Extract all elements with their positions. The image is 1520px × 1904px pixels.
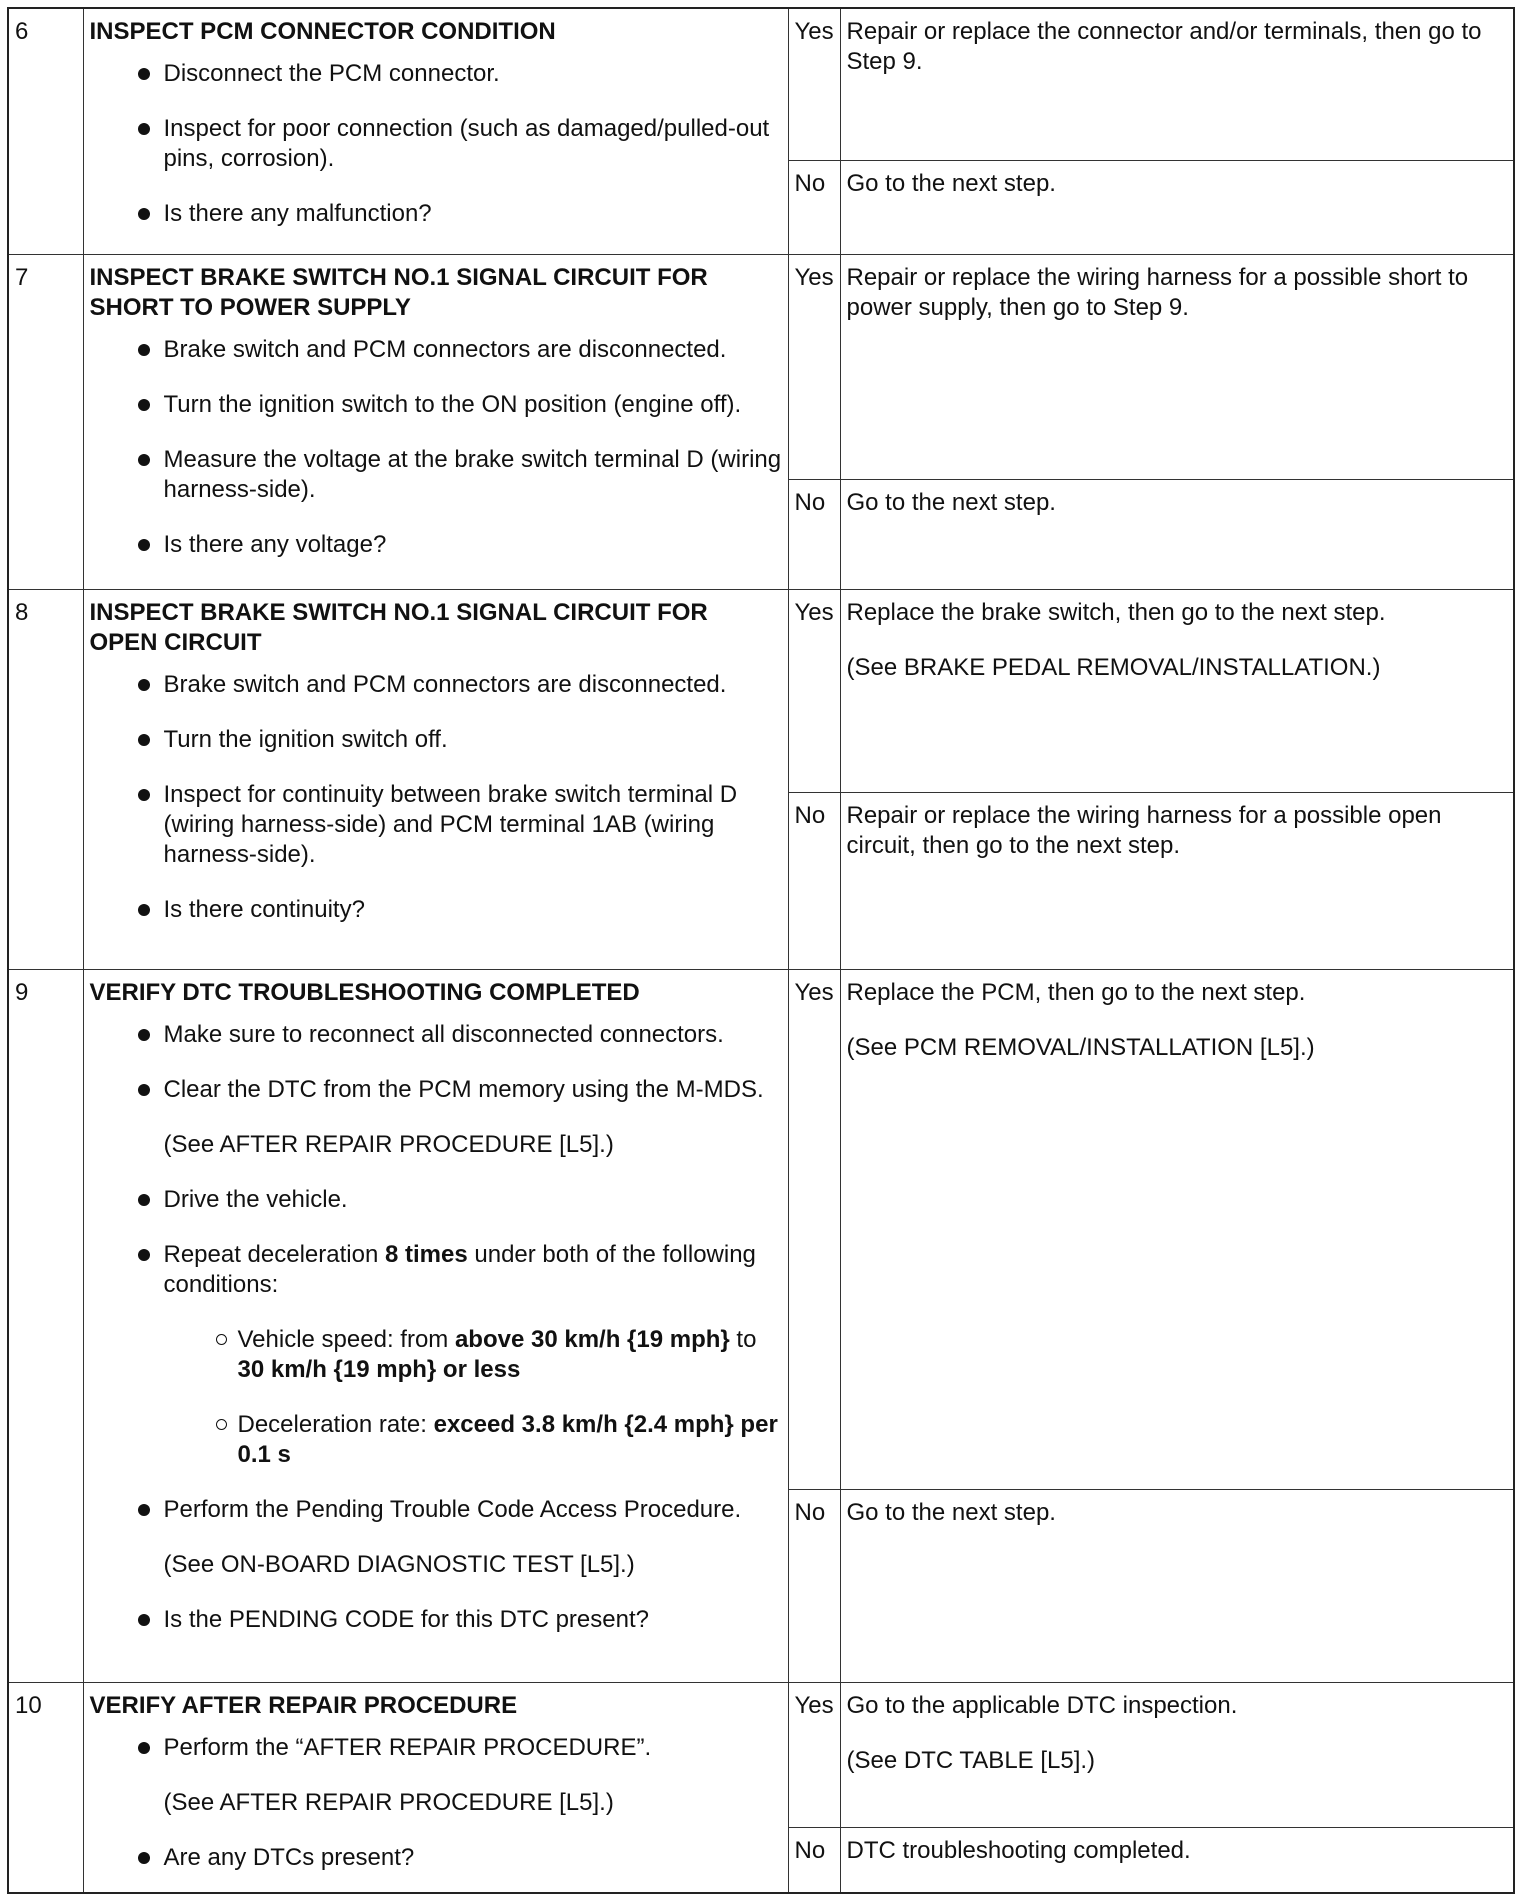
step-action-cell xyxy=(83,969,788,1683)
no-label: No xyxy=(788,160,840,255)
checklist-item: Brake switch and PCM connectors are disconnected. xyxy=(90,335,782,365)
no-result: Go to the next step. xyxy=(840,160,1514,255)
yes-result-cell xyxy=(840,1683,1514,1828)
diagnostic-procedure-table xyxy=(7,7,1515,1894)
yes-reference: (See BRAKE PEDAL REMOVAL/INSTALLATION.) xyxy=(846,654,1381,681)
checklist-item: Is there continuity? xyxy=(90,895,782,925)
condition-text: to xyxy=(729,1325,757,1353)
checklist-item: Is there any voltage? xyxy=(90,530,782,560)
step-10-yes-row xyxy=(8,1683,1514,1828)
no-label: No xyxy=(788,1489,840,1683)
step-title: INSPECT BRAKE SWITCH NO.1 SIGNAL CIRCUIT FOR OPEN CIRCUIT xyxy=(89,599,708,656)
yes-reference: (See PCM REMOVAL/INSTALLATION [L5].) xyxy=(846,1033,1315,1061)
step-action-cell xyxy=(83,255,788,590)
reference-note: (See AFTER REPAIR PROCEDURE [L5].) xyxy=(163,1789,614,1817)
reference-note: (See ON-BOARD DIAGNOSTIC TEST [L5].) xyxy=(163,1550,635,1578)
step-number: 7 xyxy=(8,255,83,590)
condition-value: exceed 3.8 km/h {2.4 mph} per 0.1 s xyxy=(237,1410,778,1468)
step-checklist xyxy=(90,1185,782,1525)
step-9-yes-row xyxy=(8,969,1514,1489)
checklist-item: Clear the DTC from the PCM memory using the M-MDS. xyxy=(90,1075,782,1105)
step-checklist xyxy=(90,335,782,560)
step-checklist xyxy=(90,59,782,229)
condition-item xyxy=(164,1325,782,1385)
no-result: Go to the next step. xyxy=(840,480,1514,590)
yes-result: Replace the PCM, then go to the next step. xyxy=(846,978,1306,1006)
condition-value: above 30 km/h {19 mph} xyxy=(454,1325,730,1353)
yes-label: Yes xyxy=(788,590,840,793)
yes-result: Replace the brake switch, then go to the next step. xyxy=(846,599,1386,626)
step-number: 6 xyxy=(8,8,83,255)
checklist-item-repeat xyxy=(90,1240,782,1470)
checklist-item: Are any DTCs present? xyxy=(90,1843,782,1873)
yes-label: Yes xyxy=(788,969,840,1489)
checklist-item: Turn the ignition switch off. xyxy=(90,725,782,755)
step-7-yes-row xyxy=(8,255,1514,480)
condition-text: Deceleration rate: xyxy=(237,1410,434,1438)
checklist-item: Drive the vehicle. xyxy=(90,1185,782,1215)
yes-result-cell xyxy=(840,590,1514,793)
no-result: DTC troubleshooting completed. xyxy=(840,1828,1514,1893)
yes-result: Go to the applicable DTC inspection. xyxy=(846,1692,1238,1720)
step-title: VERIFY AFTER REPAIR PROCEDURE xyxy=(89,1692,518,1720)
checklist-item: Is the PENDING CODE for this DTC present? xyxy=(90,1605,782,1635)
no-label: No xyxy=(788,793,840,970)
repeat-text: Repeat deceleration xyxy=(163,1240,385,1268)
yes-result: Repair or replace the wiring harness for a possible short to power supply, then go to Step 9. xyxy=(840,255,1514,480)
step-6-yes-row xyxy=(8,8,1514,160)
yes-reference: (See DTC TABLE [L5].) xyxy=(846,1747,1096,1775)
no-result: Go to the next step. xyxy=(840,1489,1514,1683)
no-label: No xyxy=(788,480,840,590)
step-action-cell xyxy=(83,590,788,970)
step-title: INSPECT PCM CONNECTOR CONDITION xyxy=(89,18,556,45)
checklist-item: Brake switch and PCM connectors are disconnected. xyxy=(90,670,782,700)
step-checklist xyxy=(90,670,782,925)
step-action-cell xyxy=(83,8,788,255)
step-8-yes-row xyxy=(8,590,1514,793)
condition-value: 30 km/h {19 mph} or less xyxy=(237,1355,521,1383)
checklist-item: Perform the “AFTER REPAIR PROCEDURE”. xyxy=(90,1733,782,1763)
condition-list xyxy=(164,1325,782,1470)
no-result: Repair or replace the wiring harness for a possible open circuit, then go to the next step. xyxy=(840,793,1514,970)
checklist-item: Turn the ignition switch to the ON position (engine off). xyxy=(90,390,782,420)
checklist-item: Disconnect the PCM connector. xyxy=(90,59,782,89)
checklist-item: Perform the Pending Trouble Code Access Procedure. xyxy=(90,1495,782,1525)
yes-label: Yes xyxy=(788,255,840,480)
step-number: 9 xyxy=(8,969,83,1683)
step-title: INSPECT BRAKE SWITCH NO.1 SIGNAL CIRCUIT FOR SHORT TO POWER SUPPLY xyxy=(89,264,708,322)
yes-label: Yes xyxy=(788,1683,840,1828)
step-title: VERIFY DTC TROUBLESHOOTING COMPLETED xyxy=(89,978,640,1006)
step-action-cell xyxy=(83,1683,788,1893)
step-number: 10 xyxy=(8,1683,83,1893)
yes-result-cell xyxy=(840,969,1514,1489)
step-checklist xyxy=(90,1605,782,1635)
no-label: No xyxy=(788,1828,840,1893)
yes-result: Repair or replace the connector and/or terminals, then go to Step 9. xyxy=(840,8,1514,160)
condition-text: Vehicle speed: from xyxy=(237,1325,455,1353)
checklist-item: Inspect for poor connection (such as damaged/pulled-out pins, corrosion). xyxy=(90,114,782,174)
step-checklist xyxy=(90,1843,782,1873)
checklist-item: Measure the voltage at the brake switch terminal D (wiring harness-side). xyxy=(90,445,782,505)
repeat-text: under both of the following conditions: xyxy=(163,1240,756,1298)
step-checklist xyxy=(90,1733,782,1763)
repeat-count: 8 times xyxy=(384,1240,468,1268)
yes-label: Yes xyxy=(788,8,840,160)
checklist-item: Inspect for continuity between brake switch terminal D (wiring harness-side) and PCM terminal 1AB (wiring harness-side). xyxy=(90,780,782,870)
checklist-item: Make sure to reconnect all disconnected connectors. xyxy=(90,1020,782,1050)
step-checklist xyxy=(90,1020,782,1105)
checklist-item: Is there any malfunction? xyxy=(90,199,782,229)
reference-note: (See AFTER REPAIR PROCEDURE [L5].) xyxy=(163,1130,614,1158)
condition-item xyxy=(164,1410,782,1470)
step-number: 8 xyxy=(8,590,83,970)
